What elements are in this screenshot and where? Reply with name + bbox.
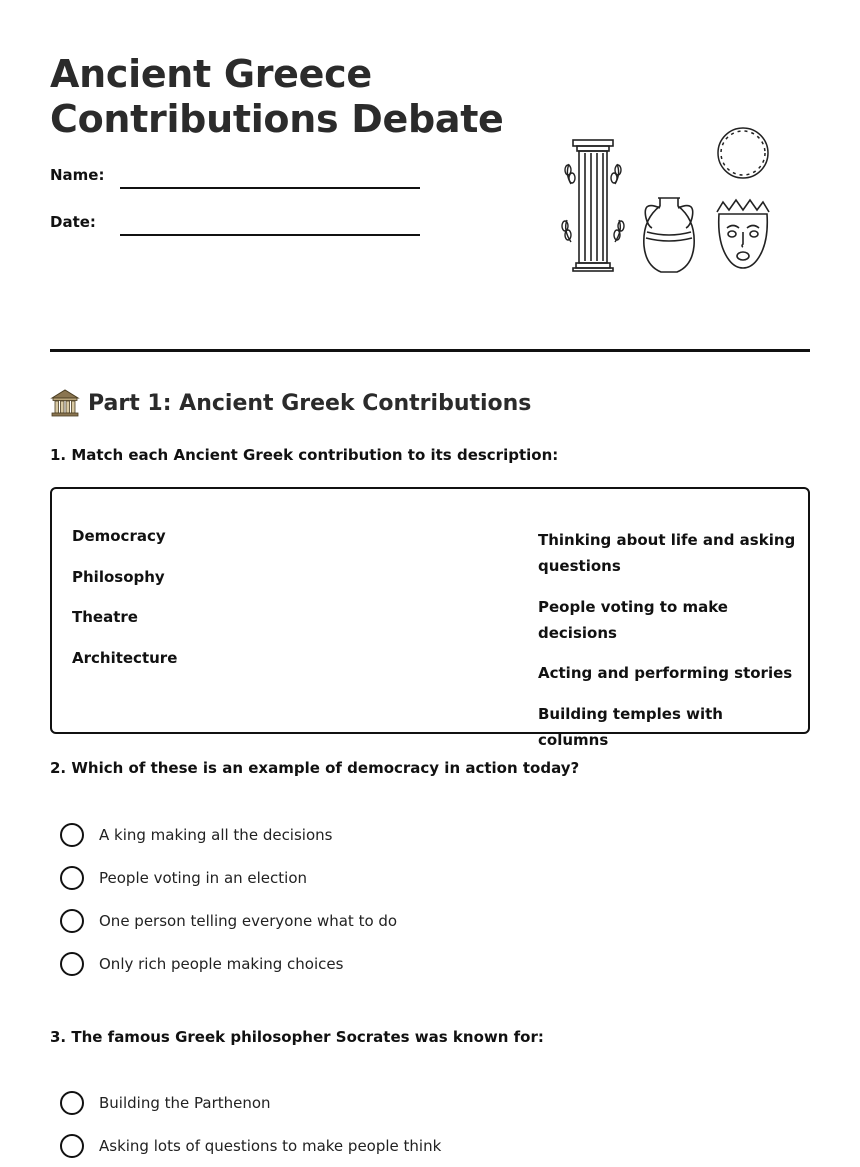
answer-option-text: A king making all the decisions	[99, 825, 333, 844]
answer-option-text: One person telling everyone what to do	[99, 911, 398, 930]
radio-button[interactable]	[60, 952, 84, 976]
match-term[interactable]: Architecture	[72, 648, 178, 667]
answer-option-text: Asking lots of questions to make people think	[99, 1136, 442, 1155]
match-description[interactable]: Thinking about life and asking questions	[538, 531, 796, 575]
match-description[interactable]: Acting and performing stories	[538, 664, 793, 682]
worksheet-title	[50, 52, 504, 142]
match-term[interactable]: Democracy	[72, 527, 166, 545]
name-field[interactable]	[120, 187, 420, 189]
title-line-1: Ancient Greece	[50, 52, 372, 96]
match-term[interactable]: Theatre	[72, 608, 138, 626]
date-label: Date:	[50, 213, 96, 231]
part-1-title	[50, 388, 531, 418]
laurel-icon	[562, 164, 624, 242]
answer-option-text: Building the Parthenon	[99, 1093, 271, 1112]
match-descriptions	[538, 527, 798, 767]
answer-option-text: Only rich people making choices	[99, 954, 344, 973]
match-description[interactable]: People voting to make decisions	[538, 597, 728, 642]
question-2: 2. Which of these is an example of democracy in action today?	[50, 759, 580, 777]
match-terms	[72, 527, 177, 689]
answer-option-text: People voting in an election	[99, 868, 308, 887]
theatre-mask-icon	[717, 200, 769, 268]
amphora-icon	[644, 198, 694, 272]
date-field[interactable]	[120, 234, 420, 236]
radio-button[interactable]	[60, 866, 84, 890]
answer-option[interactable]	[60, 813, 397, 856]
answer-option[interactable]	[60, 1081, 441, 1124]
wreath-icon	[718, 128, 768, 178]
question-2-options	[60, 813, 397, 985]
radio-button[interactable]	[60, 909, 84, 933]
title-line-2: Contributions Debate	[50, 97, 504, 141]
greek-column-icon	[573, 140, 613, 271]
part-1-title-text: Part 1: Ancient Greek Contributions	[88, 390, 532, 416]
header-divider	[50, 349, 810, 352]
radio-button[interactable]	[60, 1134, 84, 1158]
matching-box	[50, 487, 810, 749]
answer-option[interactable]	[60, 899, 397, 942]
match-term[interactable]: Philosophy	[72, 567, 165, 586]
question-3-options	[60, 1081, 441, 1167]
greek-illustration	[555, 120, 785, 280]
question-3: 3. The famous Greek philosopher Socrates was known for:	[50, 1028, 544, 1046]
answer-option[interactable]	[60, 856, 397, 899]
radio-button[interactable]	[60, 1091, 84, 1115]
match-description[interactable]: Building temples with columns	[538, 704, 723, 749]
question-1: 1. Match each Ancient Greek contribution to its description:	[50, 446, 559, 464]
name-label: Name:	[50, 166, 105, 184]
answer-option[interactable]	[60, 942, 397, 985]
radio-button[interactable]	[60, 823, 84, 847]
classical-building-icon	[50, 388, 80, 418]
